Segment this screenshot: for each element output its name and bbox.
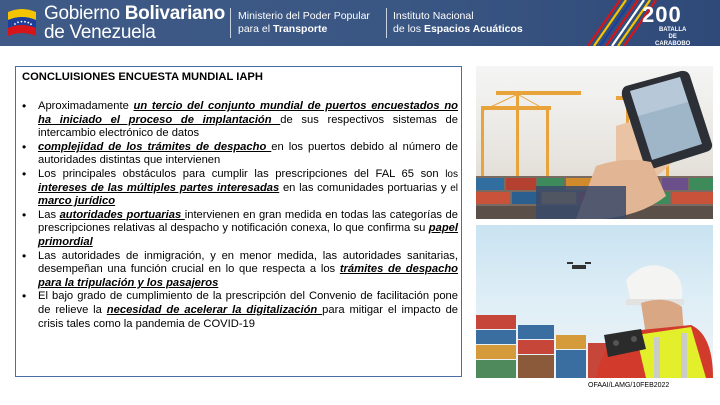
bullet-icon: • — [22, 166, 27, 181]
list-item: • Los principales obstáculos para cumplir las prescripciones del FAL 65 son los intereses de las múltiples partes interesadas en las comunidades portuarias y el marco jurídico — [22, 166, 458, 208]
engineer-drone-photo — [476, 225, 713, 378]
anniversary-logo: 200 — [642, 2, 682, 27]
list-item: • Aproximadamente un tercio del conjunto mundial de puertos encuestados no ha iniciado el proceso de implantación de sus respectivos sistemas de intercambio electrónico de datos — [22, 99, 458, 140]
header-banner — [0, 0, 720, 46]
bullet-icon: • — [22, 248, 27, 263]
ministry-name: Ministerio del Poder Popular para el Transporte — [238, 10, 370, 35]
bullet-icon: • — [22, 289, 27, 304]
list-item: • Las autoridades de inmigración, y en menor medida, las autoridades sanitarias, desempeñan una función crucial en lo que respecta a los trámites de despacho para la tripulación y los pasajeros — [22, 248, 458, 289]
anniversary-caption: BATALLA DE CARABOBO — [655, 27, 691, 46]
venezuela-flag-icon — [6, 6, 38, 40]
header-divider — [386, 8, 387, 38]
conclusions-list — [22, 100, 458, 331]
government-name-line2: de Venezuela — [44, 22, 156, 43]
slide-title: CONCLUISIONES ENCUESTA MUNDIAL IAPH — [22, 71, 263, 83]
government-name-line1: Gobierno Bolivariano — [44, 3, 225, 24]
institute-name: Instituto Nacional de los Espacios Acuáticos — [393, 10, 523, 35]
conclusions-panel — [15, 66, 462, 377]
port-tablet-photo — [476, 66, 713, 219]
list-item: • Las autoridades portuarias intervienen en gran medida en todas las categorías de prescripciones relativas al despacho y notificación conexa, lo que confirma su papel primordial — [22, 207, 458, 248]
list-item: • El bajo grado de cumplimiento de la prescripción del Convenio de facilitación pone de relieve la necesidad de acelerar la digitalización para mitigar el impacto de crisis tales como la pandemia de COVID-19 — [22, 289, 459, 330]
document-reference: OFAAI/LAMG/10FEB2022 — [588, 382, 670, 389]
header-divider — [230, 8, 231, 38]
list-item: • complejidad de los trámites de despacho en los puertos debido al número de autoridades distintas que intervienen — [22, 139, 458, 167]
bullet-icon: • — [22, 99, 27, 113]
bullet-icon: • — [22, 139, 27, 154]
bullet-icon: • — [22, 207, 27, 222]
